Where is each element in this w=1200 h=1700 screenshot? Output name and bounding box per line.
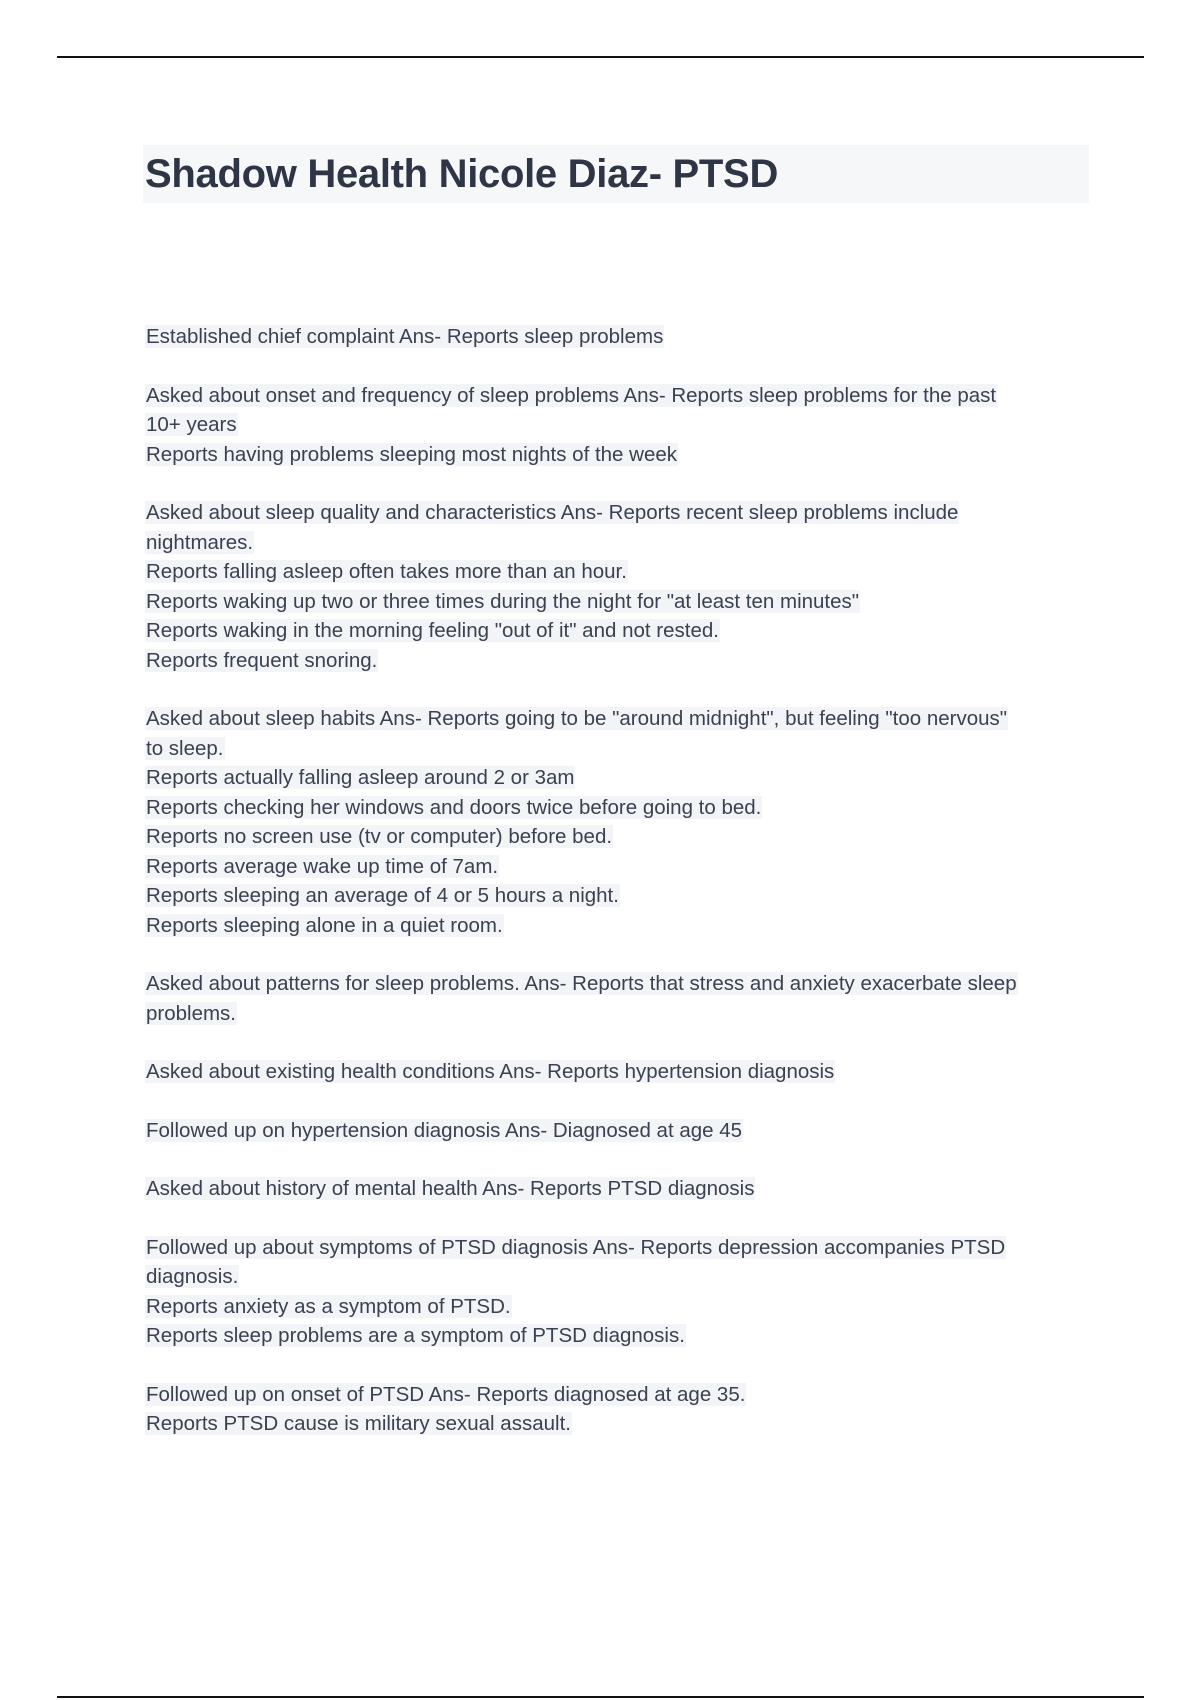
- qa-line-text: problems.: [146, 1001, 237, 1025]
- header-rule: [57, 56, 1144, 58]
- qa-line-text: Followed up about symptoms of PTSD diagnosis Ans- Reports depression accompanies PTSD: [146, 1235, 1006, 1259]
- document-title: Shadow Health Nicole Diaz- PTSD: [145, 152, 779, 196]
- qa-line: [145, 1409, 1095, 1439]
- qa-entry: [145, 498, 1095, 675]
- qa-entry: [145, 704, 1095, 940]
- qa-entry: [145, 969, 1095, 1028]
- qa-line-text: Reports having problems sleeping most nights of the week: [146, 442, 678, 466]
- qa-line-text: Reports sleep problems are a symptom of PTSD diagnosis.: [146, 1324, 685, 1347]
- qa-line-text: Reports PTSD cause is military sexual assault.: [146, 1412, 571, 1435]
- qa-line: [145, 881, 1095, 911]
- qa-line-text: Reports sleeping an average of 4 or 5 hours a night.: [146, 884, 619, 907]
- qa-line-text: Reports checking her windows and doors twice before going to bed.: [146, 795, 762, 819]
- qa-line: [145, 1262, 1095, 1292]
- qa-line-text: Reports falling asleep often takes more than an hour.: [146, 560, 627, 583]
- qa-line: [145, 1233, 1095, 1263]
- qa-entry: [145, 1174, 1095, 1204]
- qa-line-text: diagnosis.: [146, 1265, 239, 1288]
- qa-line: [145, 1116, 1095, 1146]
- qa-line: [145, 410, 1095, 440]
- qa-entry: [145, 322, 1095, 352]
- qa-line-text: Asked about existing health conditions Ans- Reports hypertension diagnosis: [146, 1060, 835, 1083]
- qa-line-text: Reports frequent snoring.: [146, 648, 378, 672]
- qa-line: [145, 763, 1095, 793]
- qa-line-text: nightmares.: [146, 530, 254, 554]
- qa-line: [145, 440, 1095, 470]
- footer-rule: [57, 1696, 1144, 1698]
- qa-line: [145, 616, 1095, 646]
- qa-line-text: 10+ years: [146, 413, 237, 436]
- qa-line: [145, 969, 1095, 999]
- qa-line: [145, 557, 1095, 587]
- qa-line: [145, 1057, 1095, 1087]
- qa-line: [145, 1321, 1095, 1351]
- qa-line: [145, 1174, 1095, 1204]
- qa-entry: [145, 1057, 1095, 1087]
- qa-entry: [145, 381, 1095, 470]
- qa-line-text: Asked about onset and frequency of sleep problems Ans- Reports sleep problems for the past: [146, 383, 997, 407]
- qa-line: [145, 1380, 1095, 1410]
- qa-line: [145, 734, 1095, 764]
- qa-line-text: Reports waking in the morning feeling "out of it" and not rested.: [146, 619, 719, 642]
- qa-line-text: Asked about history of mental health Ans- Reports PTSD diagnosis: [146, 1177, 755, 1200]
- qa-entry: [145, 1380, 1095, 1439]
- qa-line: [145, 498, 1095, 528]
- qa-line-text: Followed up on hypertension diagnosis Ans- Diagnosed at age 45: [146, 1118, 743, 1142]
- qa-line: [145, 704, 1095, 734]
- qa-line-text: Reports no screen use (tv or computer) before bed.: [146, 825, 613, 848]
- qa-line: [145, 793, 1095, 823]
- qa-line-text: Reports waking up two or three times during the night for "at least ten minutes": [146, 589, 860, 613]
- qa-line: [145, 646, 1095, 676]
- qa-line: [145, 911, 1095, 941]
- qa-line-text: Reports anxiety as a symptom of PTSD.: [146, 1294, 511, 1318]
- qa-line: [145, 322, 1095, 352]
- qa-line: [145, 1292, 1095, 1322]
- qa-line-text: Followed up on onset of PTSD Ans- Reports diagnosed at age 35.: [146, 1382, 746, 1406]
- qa-line-text: Asked about sleep habits Ans- Reports going to be "around midnight", but feeling "too nervous": [146, 707, 1008, 730]
- qa-line: [145, 999, 1095, 1029]
- qa-line: [145, 822, 1095, 852]
- qa-line-text: Asked about patterns for sleep problems. Ans- Reports that stress and anxiety exacerbate sleep: [146, 972, 1017, 995]
- qa-line: [145, 587, 1095, 617]
- qa-line: [145, 381, 1095, 411]
- qa-entry: [145, 1233, 1095, 1351]
- qa-line: [145, 852, 1095, 882]
- document-body: [145, 322, 1095, 1468]
- qa-line-text: Reports sleeping alone in a quiet room.: [146, 913, 503, 937]
- qa-line-text: Asked about sleep quality and characteristics Ans- Reports recent sleep problems include: [146, 501, 959, 524]
- qa-line-text: Reports actually falling asleep around 2 or 3am: [146, 766, 575, 789]
- qa-line-text: to sleep.: [146, 736, 224, 760]
- qa-line-text: Established chief complaint Ans- Reports sleep problems: [146, 325, 664, 348]
- qa-line: [145, 528, 1095, 558]
- qa-line-text: Reports average wake up time of 7am.: [146, 854, 499, 878]
- qa-entry: [145, 1116, 1095, 1146]
